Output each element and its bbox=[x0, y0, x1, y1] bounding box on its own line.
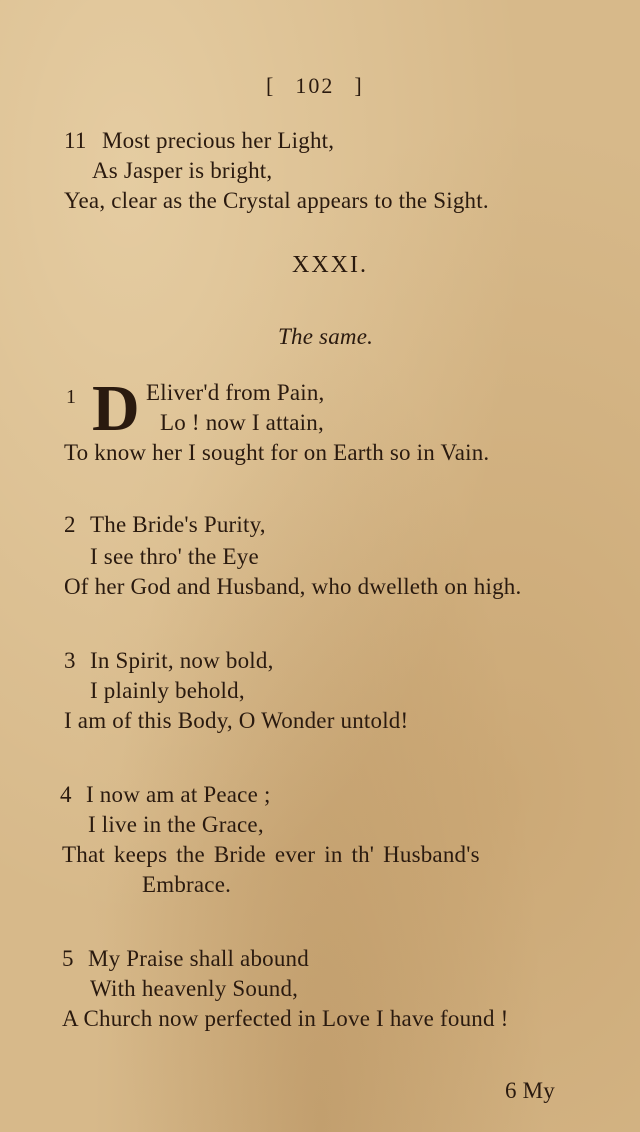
stanza-number: 5 bbox=[62, 946, 74, 971]
stanza-1-line-3: To know her I sought for on Earth so in Vain. bbox=[64, 440, 490, 465]
catchword: 6 My bbox=[505, 1078, 556, 1103]
verse-text: In Spirit, now bold, bbox=[90, 648, 274, 673]
stanza-4-line-3: That keeps the Bride ever in th' Husband's bbox=[62, 842, 480, 867]
drop-cap: D bbox=[92, 372, 140, 445]
page-header bbox=[266, 73, 364, 99]
hymn-subtitle: The same. bbox=[278, 324, 374, 349]
header-bracket-open: [ bbox=[266, 73, 276, 98]
stanza-number: 4 bbox=[60, 782, 72, 807]
stanza-1-line-1: Eliver'd from Pain, bbox=[146, 380, 325, 405]
verse-text: I now am at Peace ; bbox=[86, 782, 271, 807]
stanza-1-line-2: Lo ! now I attain, bbox=[160, 410, 324, 435]
stanza-2-line-1 bbox=[64, 512, 266, 538]
stanza-number: 3 bbox=[64, 648, 76, 673]
stanza-11-line-2: As Jasper is bright, bbox=[92, 158, 273, 183]
stanza-11-line-3: Yea, clear as the Crystal appears to the Sight. bbox=[64, 188, 489, 213]
stanza-11-line-1 bbox=[64, 128, 334, 154]
stanza-4-line-2: I live in the Grace, bbox=[88, 812, 264, 837]
stanza-2-line-2: I see thro' the Eye bbox=[90, 544, 259, 569]
stanza-4-line-1 bbox=[60, 782, 271, 808]
stanza-3-line-3: I am of this Body, O Wonder untold! bbox=[64, 708, 409, 733]
stanza-5-line-1 bbox=[62, 946, 309, 972]
page-number: 102 bbox=[295, 73, 335, 98]
stanza-5-line-2: With heavenly Sound, bbox=[90, 976, 299, 1001]
stanza-2-line-3: Of her God and Husband, who dwelleth on high. bbox=[64, 574, 522, 599]
header-bracket-close: ] bbox=[354, 73, 364, 98]
stanza-4-line-4: Embrace. bbox=[142, 872, 232, 897]
stanza-number: 2 bbox=[64, 512, 76, 537]
stanza-3-line-1 bbox=[64, 648, 274, 674]
hymn-number: XXXI. bbox=[292, 252, 368, 278]
stanza-3-line-2: I plainly behold, bbox=[90, 678, 245, 703]
verse-text: The Bride's Purity, bbox=[90, 512, 266, 537]
stanza-1-number: 1 bbox=[66, 386, 77, 408]
verse-text: My Praise shall abound bbox=[88, 946, 309, 971]
verse-text: Most precious her Light, bbox=[102, 128, 335, 153]
stanza-5-line-3: A Church now perfected in Love I have found ! bbox=[62, 1006, 509, 1031]
stanza-number: 11 bbox=[64, 128, 87, 153]
